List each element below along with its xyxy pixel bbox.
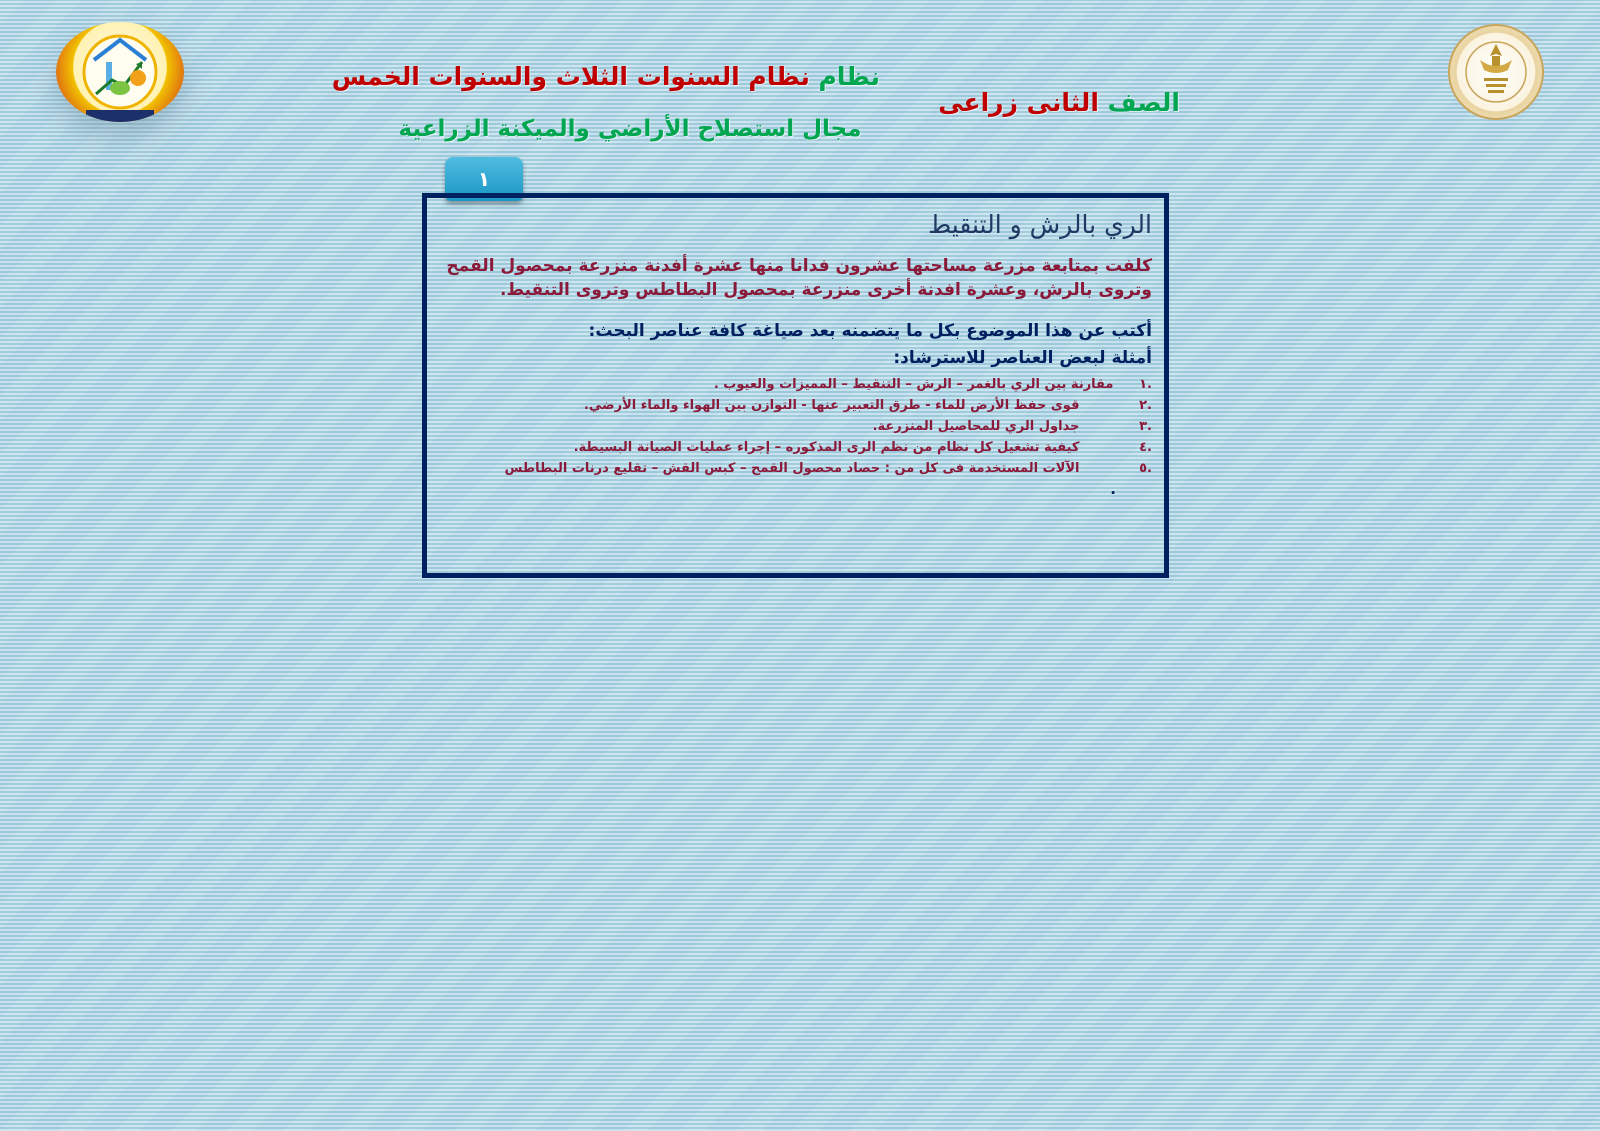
field-heading: مجال استصلاح الأراضي والميكنة الزراعية [398,116,862,142]
eagle-emblem-icon [1450,26,1542,118]
list-item-number: .٢ [1139,398,1152,413]
task-intro: كلفت بمتابعة مزرعة مساحتها عشرون فدانا منها عشرة أفدنة منزرعة بمحصول القمح وتروى بالرش، وعشرة افدنة أخرى منزرعة بمحصول البطاطس وتروى التنقيط. [446,256,1152,300]
task-instruction: أكتب عن هذا الموضوع بكل ما يتضمنه بعد صياغة كافة عناصر البحث: [588,321,1152,341]
ministry-seal-logo [1448,24,1544,120]
list-item [439,416,1152,437]
growth-chart-icon [56,22,184,122]
system-heading [331,62,880,91]
trailing-dot: . [1110,480,1116,498]
list-item [439,437,1152,458]
list-item-text: جداول الري للمحاصيل المنزرعة. [872,419,1080,434]
list-item [439,374,1152,395]
task-title: الري بالرش و التنقيط [928,210,1152,239]
page-number-tab[interactable]: ١ [445,157,523,201]
technical-education-logo [56,22,184,122]
list-item-number: .٤ [1139,440,1152,455]
grade-heading-rest: الثانى زراعى [938,88,1099,117]
grade-heading [930,88,1180,117]
list-item-text: الآلات المستخدمة فى كل من : حصاد محصول القمح – كبس القش – تقليع درنات البطاطس [504,461,1080,476]
list-item [439,395,1152,416]
list-item-number: .٥ [1139,461,1152,476]
list-item-number: .٣ [1139,419,1152,434]
system-heading-rest: نظام السنوات الثلاث والسنوات الخمس [331,62,810,91]
list-item-text: كيفية تشغيل كل نظام من نظم الرى المذكوره – إجراء عمليات الصيانة البسيطة. [573,440,1080,455]
examples-list [439,374,1152,479]
system-heading-prefix: نظام [818,62,880,91]
list-item-number: .١ [1139,377,1152,392]
examples-heading: أمثلة لبعض العناصر للاسترشاد: [893,348,1152,368]
list-item-text: مقارنة بين الري بالغمر – الرش – التنقيط – المميزات والعيوب . [713,377,1114,392]
list-item [439,458,1152,479]
grade-heading-prefix: الصف [1107,88,1180,117]
list-item-text: قوى حفظ الأرض للماء - طرق التعبير عنها - التوازن بين الهواء والماء الأرضي. [583,398,1080,413]
task-card [422,193,1169,578]
